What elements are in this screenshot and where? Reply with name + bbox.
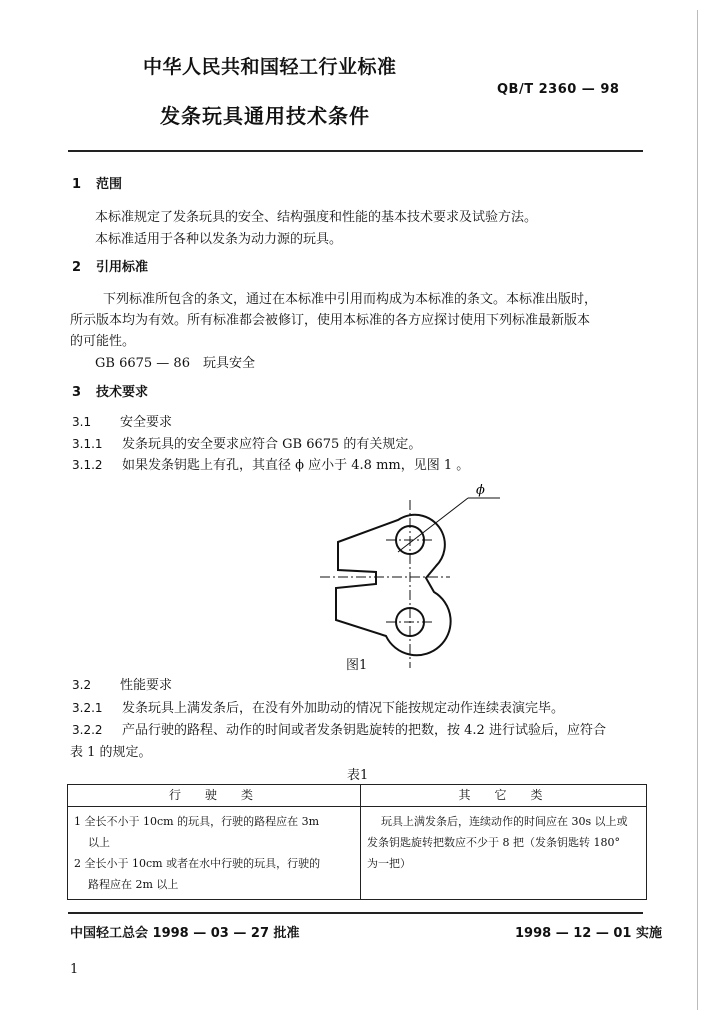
diameter-symbol: ϕ: [476, 483, 485, 498]
travel-item-2-line-2: 路程应在 2m 以上: [88, 878, 179, 891]
clause-number: 3.1.1: [72, 437, 103, 451]
clause-number: 3.2.1: [72, 701, 103, 715]
section-number: 1: [72, 177, 82, 192]
section-number: 3: [72, 385, 82, 400]
document-title: 发条玩具通用技术条件: [160, 104, 370, 128]
section-2-paragraph-line-3: 的可能性。: [70, 334, 136, 349]
scan-edge-line: [697, 10, 698, 1010]
clause-number: 3.2.2: [72, 723, 103, 737]
clause-text: 发条玩具上满发条后，在没有外加助动的情况下能按规定动作连续表演完毕。: [122, 701, 565, 716]
table-1-caption: 表1: [347, 768, 369, 783]
clause-text: 如果发条钥匙上有孔，其直径 ϕ 应小于 4.8 mm，见图 1 。: [122, 458, 470, 473]
clause-3-1-1: [72, 433, 421, 452]
approval-line: 中国轻工总会 1998 — 03 — 27 批准: [70, 926, 300, 941]
other-line-1: 玩具上满发条后，连续动作的时间应在 30s 以上或: [381, 815, 628, 828]
section-1-paragraph-2: 本标准适用于各种以发条为动力源的玩具。: [95, 232, 343, 247]
clause-number: 3.1.2: [72, 458, 103, 472]
diameter-leader: [398, 498, 468, 552]
other-requirements-cell: [361, 807, 647, 900]
figure-1-caption: 图1: [346, 658, 368, 673]
figure-1-key-drawing: [300, 480, 540, 680]
subsection-number: 3.2: [72, 678, 92, 692]
travel-requirements-cell: [68, 807, 361, 900]
referenced-standard: GB 6675 — 86 玩具安全: [95, 356, 255, 371]
table-header-travel: 行 驶 类: [68, 785, 361, 807]
clause-text: 产品行驶的路程、动作的时间或者发条钥匙旋转的把数，按 4.2 进行试验后，应符合: [122, 723, 606, 738]
section-3-heading: [72, 381, 148, 400]
travel-item-1-line-2: 以上: [88, 836, 110, 849]
section-title: 技术要求: [96, 385, 149, 400]
subsection-title: 安全要求: [120, 415, 173, 430]
subsection-number: 3.1: [72, 415, 92, 429]
section-number: 2: [72, 260, 82, 275]
section-1-paragraph-1: 本标准规定了发条玩具的安全、结构强度和性能的基本技术要求及试验方法。: [95, 210, 538, 225]
section-2-paragraph-line-2: 所示版本均为有效。所有标准都会被修订，使用本标准的各方应探讨使用下列标准最新版本: [70, 313, 591, 328]
page-number: 1: [70, 962, 79, 977]
travel-item-2-line-1: 2 全长小于 10cm 或者在水中行驶的玩具，行驶的: [74, 857, 321, 870]
footer-divider: [68, 912, 643, 914]
standard-org-heading: 中华人民共和国轻工行业标准: [143, 56, 397, 78]
section-2-heading: [72, 256, 148, 275]
section-2-paragraph-line-1: 下列标准所包含的条文，通过在本标准中引用而构成为本标准的条文。本标准出版时，: [103, 292, 598, 307]
clause-3-2-2: [72, 719, 606, 738]
header-divider: [68, 150, 643, 152]
table-header-other: 其 它 类: [361, 785, 647, 807]
section-title: 引用标准: [96, 260, 149, 275]
subsection-3-2: [72, 674, 172, 693]
subsection-title: 性能要求: [120, 678, 173, 693]
standard-code: QB/T 2360 — 98: [497, 82, 620, 97]
subsection-3-1: [72, 411, 172, 430]
implementation-date: 1998 — 12 — 01 实施: [515, 926, 662, 941]
table-header-row: [68, 785, 647, 807]
other-line-3: 为一把）: [367, 857, 411, 870]
section-1-heading: [72, 173, 122, 192]
clause-3-2-1: [72, 697, 564, 716]
clause-3-2-2-continuation: 表 1 的规定。: [70, 745, 152, 760]
travel-item-1-line-1: 1 全长不小于 10cm 的玩具，行驶的路程应在 3m: [74, 815, 320, 828]
key-outline: [336, 515, 451, 655]
section-title: 范围: [96, 177, 123, 192]
table-1: [67, 784, 647, 900]
clause-3-1-2: [72, 454, 469, 473]
other-line-2: 发条钥匙旋转把数应不少于 8 把（发条钥匙转 180°: [367, 836, 620, 849]
clause-text: 发条玩具的安全要求应符合 GB 6675 的有关规定。: [122, 437, 422, 452]
table-row: [68, 807, 647, 900]
